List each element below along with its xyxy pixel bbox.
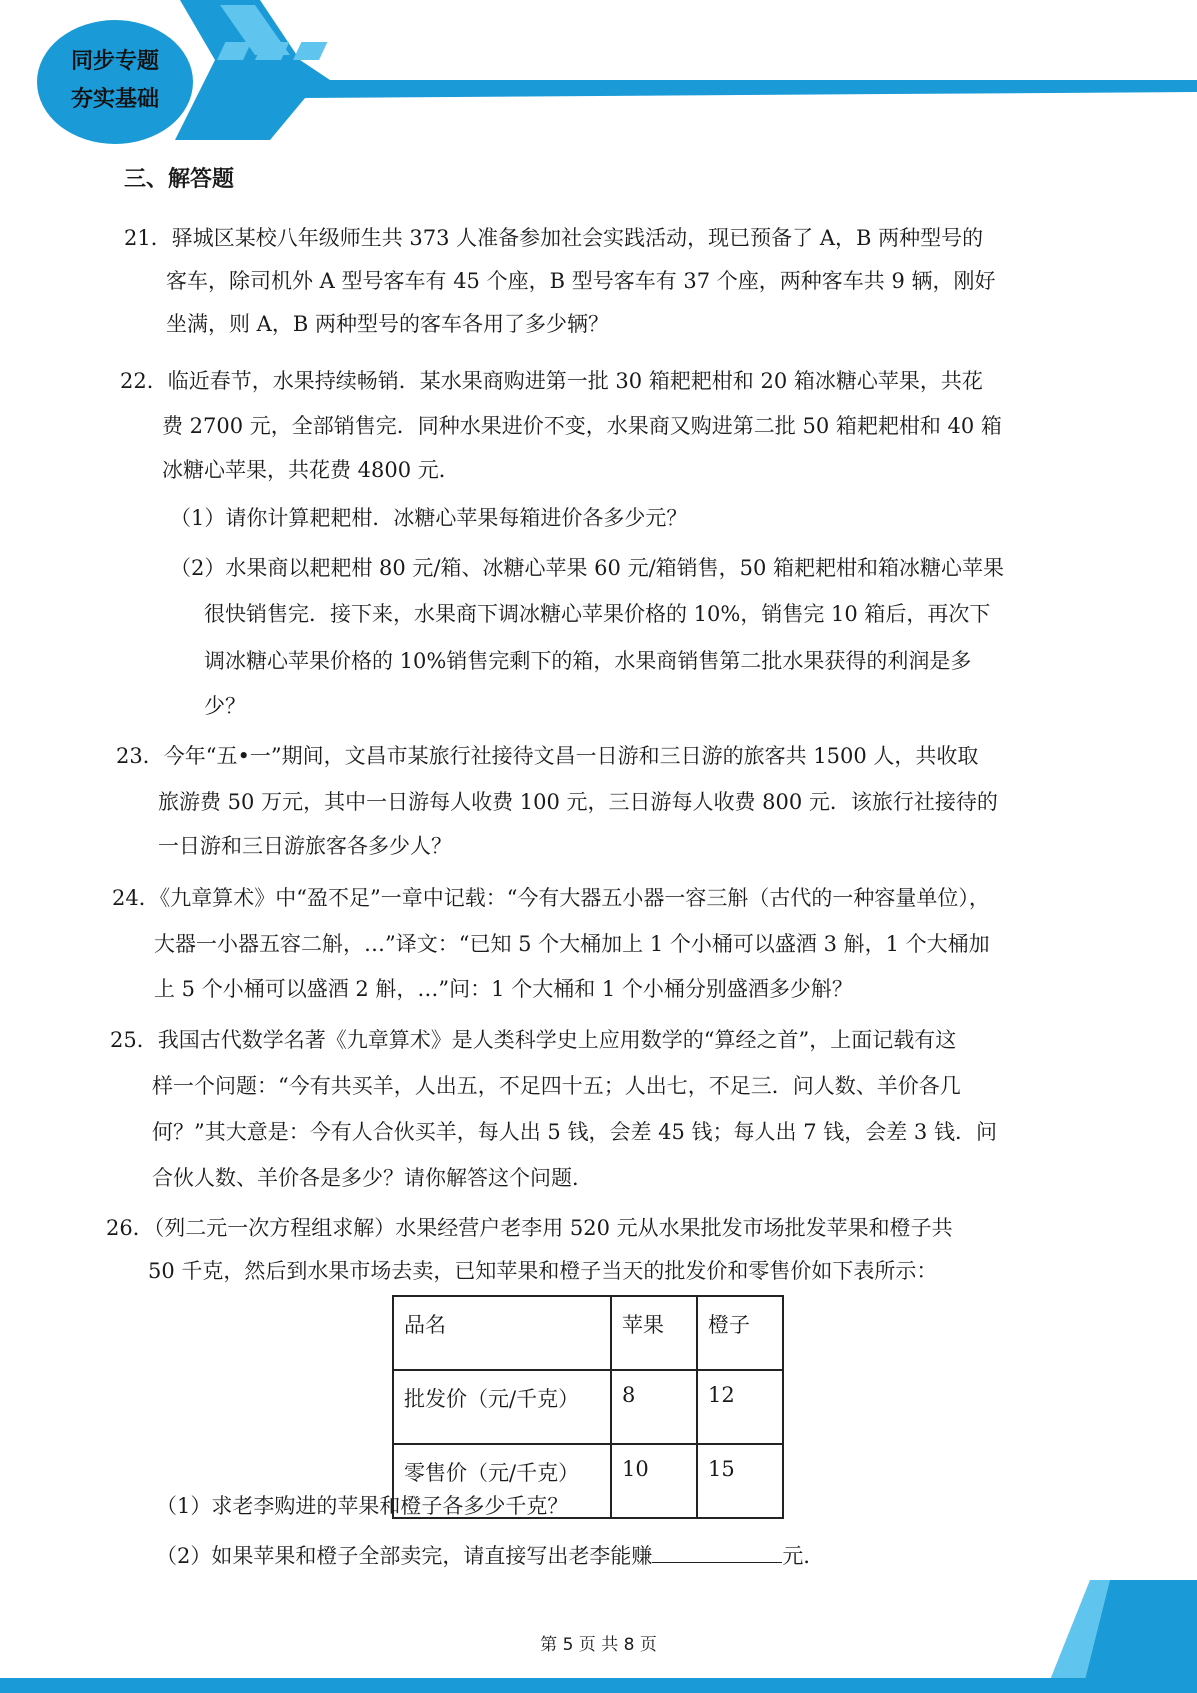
q26-sub2-unit: 元． (782, 1544, 825, 1568)
q22-line-2: 费 2700 元，全部销售完．同种水果进价不变，水果商又购进第二批 50 箱耙耙柑和 40 箱 (162, 414, 1002, 438)
q22-line-1: 22．临近春节，水果持续畅销．某水果商购进第一批 30 箱耙耙柑和 20 箱冰糖心苹果，共花 (120, 369, 983, 393)
table-header-cell: 品名 (393, 1296, 611, 1370)
table-cell: 12 (697, 1370, 783, 1444)
table-cell: 批发价（元/千克） (393, 1370, 611, 1444)
q26-sub1: （1）求老李购进的苹果和橙子各多少千克？ (156, 1494, 569, 1518)
q24-line-1: 24．《九章算术》中“盈不足”一章中记载：“今有大器五小器一容三斛（古代的一种容量单位）， (112, 886, 990, 910)
q21-line-2: 客车，除司机外 A 型号客车有 45 个座，B 型号客车有 37 个座，两种客车共 9 辆，刚好 (166, 269, 996, 293)
q26-line-2: 50 千克，然后到水果市场去卖，已知苹果和橙子当天的批发价和零售价如下表所示： (148, 1259, 938, 1283)
table-cell: 零售价（元/千克） (393, 1444, 611, 1518)
q22-sub2-line-4: 少？ (204, 694, 246, 718)
q25-line-4: 合伙人数、羊价各是多少？请你解答这个问题． (152, 1166, 593, 1190)
q21-line-3: 坐满，则 A，B 两种型号的客车各用了多少辆？ (166, 312, 609, 336)
q26-sub2-text: （2）如果苹果和橙子全部卖完，请直接写出老李能赚 (156, 1544, 653, 1568)
table-header-cell: 橙子 (697, 1296, 783, 1370)
q25-line-2: 样一个问题：“今有共买羊，人出五，不足四十五；人出七，不足三．问人数、羊价各几 (152, 1074, 961, 1098)
price-table (392, 1295, 784, 1519)
q22-sub2-line-1: （2）水果商以耙耙柑 80 元/箱、冰糖心苹果 60 元/箱销售，50 箱耙耙柑和箱冰糖心苹果 (170, 556, 1005, 580)
q23-line-3: 一日游和三日游旅客各多少人？ (158, 834, 452, 858)
q21-line-1: 21．驿城区某校八年级师生共 373 人准备参加社会实践活动，现已预备了 A，B 两种型号的 (124, 226, 984, 250)
table-row (393, 1370, 783, 1444)
table-cell: 8 (611, 1370, 697, 1444)
page-number: 第 5 页 共 8 页 (540, 1635, 657, 1655)
badge-line-2: 夯实基础 (70, 87, 159, 112)
q26-line-1: 26．（列二元一次方程组求解）水果经营户老李用 520 元从水果批发市场批发苹果和橙子共 (106, 1216, 953, 1240)
table-header-row (393, 1296, 783, 1370)
q22-sub1: （1）请你计算耙耙柑．冰糖心苹果每箱进价各多少元？ (170, 506, 688, 530)
q24-line-3: 上 5 个小桶可以盛酒 2 斛，…”问：1 个大桶和 1 个小桶分别盛酒多少斛？ (154, 977, 853, 1001)
badge-line-1: 同步专题 (70, 49, 159, 74)
q23-line-1: 23．今年“五•一”期间，文昌市某旅行社接待文昌一日游和三日游的旅客共 1500 人，共收取 (116, 744, 979, 768)
q22-sub2-line-3: 调冰糖心苹果价格的 10%销售完剩下的箱，水果商销售第二批水果获得的利润是多 (204, 649, 972, 673)
q25-line-1: 25．我国古代数学名著《九章算术》是人类科学史上应用数学的“算经之首”，上面记载有这 (110, 1028, 957, 1052)
section-title: 三、解答题 (124, 167, 235, 192)
q26-sub2 (156, 1540, 824, 1570)
q22-line-3: 冰糖心苹果，共花费 4800 元． (162, 458, 460, 482)
table-cell: 15 (697, 1444, 783, 1518)
q25-line-3: 何？”其大意是：今有人合伙买羊，每人出 5 钱，会差 45 钱；每人出 7 钱，会差 3 钱．问 (152, 1120, 997, 1144)
table-header-cell: 苹果 (611, 1296, 697, 1370)
q23-line-2: 旅游费 50 万元，其中一日游每人收费 100 元，三日游每人收费 800 元．该旅行社接待的 (158, 790, 998, 814)
table-cell: 10 (611, 1444, 697, 1518)
q24-line-2: 大器一小器五容二斛，…”译文：“已知 5 个大桶加上 1 个小桶可以盛酒 3 斛，1 个大桶加 (154, 932, 990, 956)
q22-sub2-line-2: 很快销售完．接下来，水果商下调冰糖心苹果价格的 10%，销售完 10 箱后，再次下 (204, 602, 991, 626)
answer-blank (652, 1542, 782, 1563)
